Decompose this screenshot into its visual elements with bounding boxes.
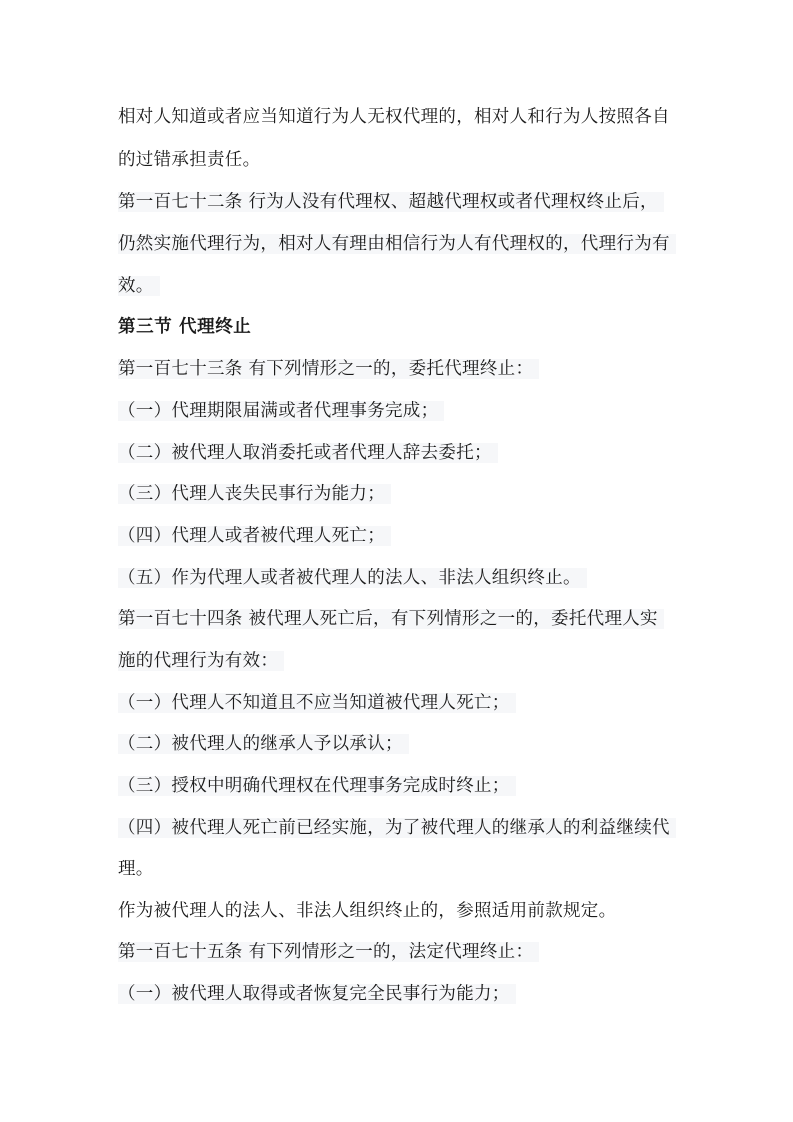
list-item: （三）授权中明确代理权在代理事务完成时终止； — [118, 776, 516, 796]
list-item: （二）被代理人的继承人予以承认； — [118, 734, 409, 754]
text-line: 相对人知道或者应当知道行为人无权代理的，相对人和行为人按照各自 — [118, 107, 670, 127]
text-line: 作为被代理人的法人、非法人组织终止的，参照适用前款规定。 — [118, 901, 617, 921]
list-item: （一）代理期限届满或者代理事务完成； — [118, 401, 444, 421]
text-line: 施的代理行为有效： — [118, 651, 284, 671]
text-line: 理。 — [118, 859, 154, 879]
section-heading: 第三节 代理终止 — [118, 317, 252, 337]
list-item: （四）被代理人死亡前已经实施，为了被代理人的继承人的利益继续代 — [118, 818, 676, 838]
article-172-line: 第一百七十二条 行为人没有代理权、超越代理权或者代理权终止后， — [118, 192, 664, 212]
article-174-line: 第一百七十四条 被代理人死亡后，有下列情形之一的，委托代理人实 — [118, 609, 664, 629]
list-item: （五）作为代理人或者被代理人的法人、非法人组织终止。 — [118, 568, 587, 588]
list-item: （三）代理人丧失民事行为能力； — [118, 484, 391, 504]
list-item: （一）被代理人取得或者恢复完全民事行为能力； — [118, 984, 516, 1004]
list-item: （二）被代理人取消委托或者代理人辞去委托； — [118, 443, 498, 463]
text-line: 的过错承担责任。 — [118, 150, 261, 170]
text-line: 效。 — [118, 276, 160, 296]
article-173-line: 第一百七十三条 有下列情形之一的，委托代理终止： — [118, 359, 539, 379]
list-item: （一）代理人不知道且不应当知道被代理人死亡； — [118, 693, 516, 713]
list-item: （四）代理人或者被代理人死亡； — [118, 526, 391, 546]
article-175-line: 第一百七十五条 有下列情形之一的，法定代理终止： — [118, 942, 539, 962]
text-line: 仍然实施代理行为，相对人有理由相信行为人有代理权的，代理行为有 — [118, 234, 676, 254]
